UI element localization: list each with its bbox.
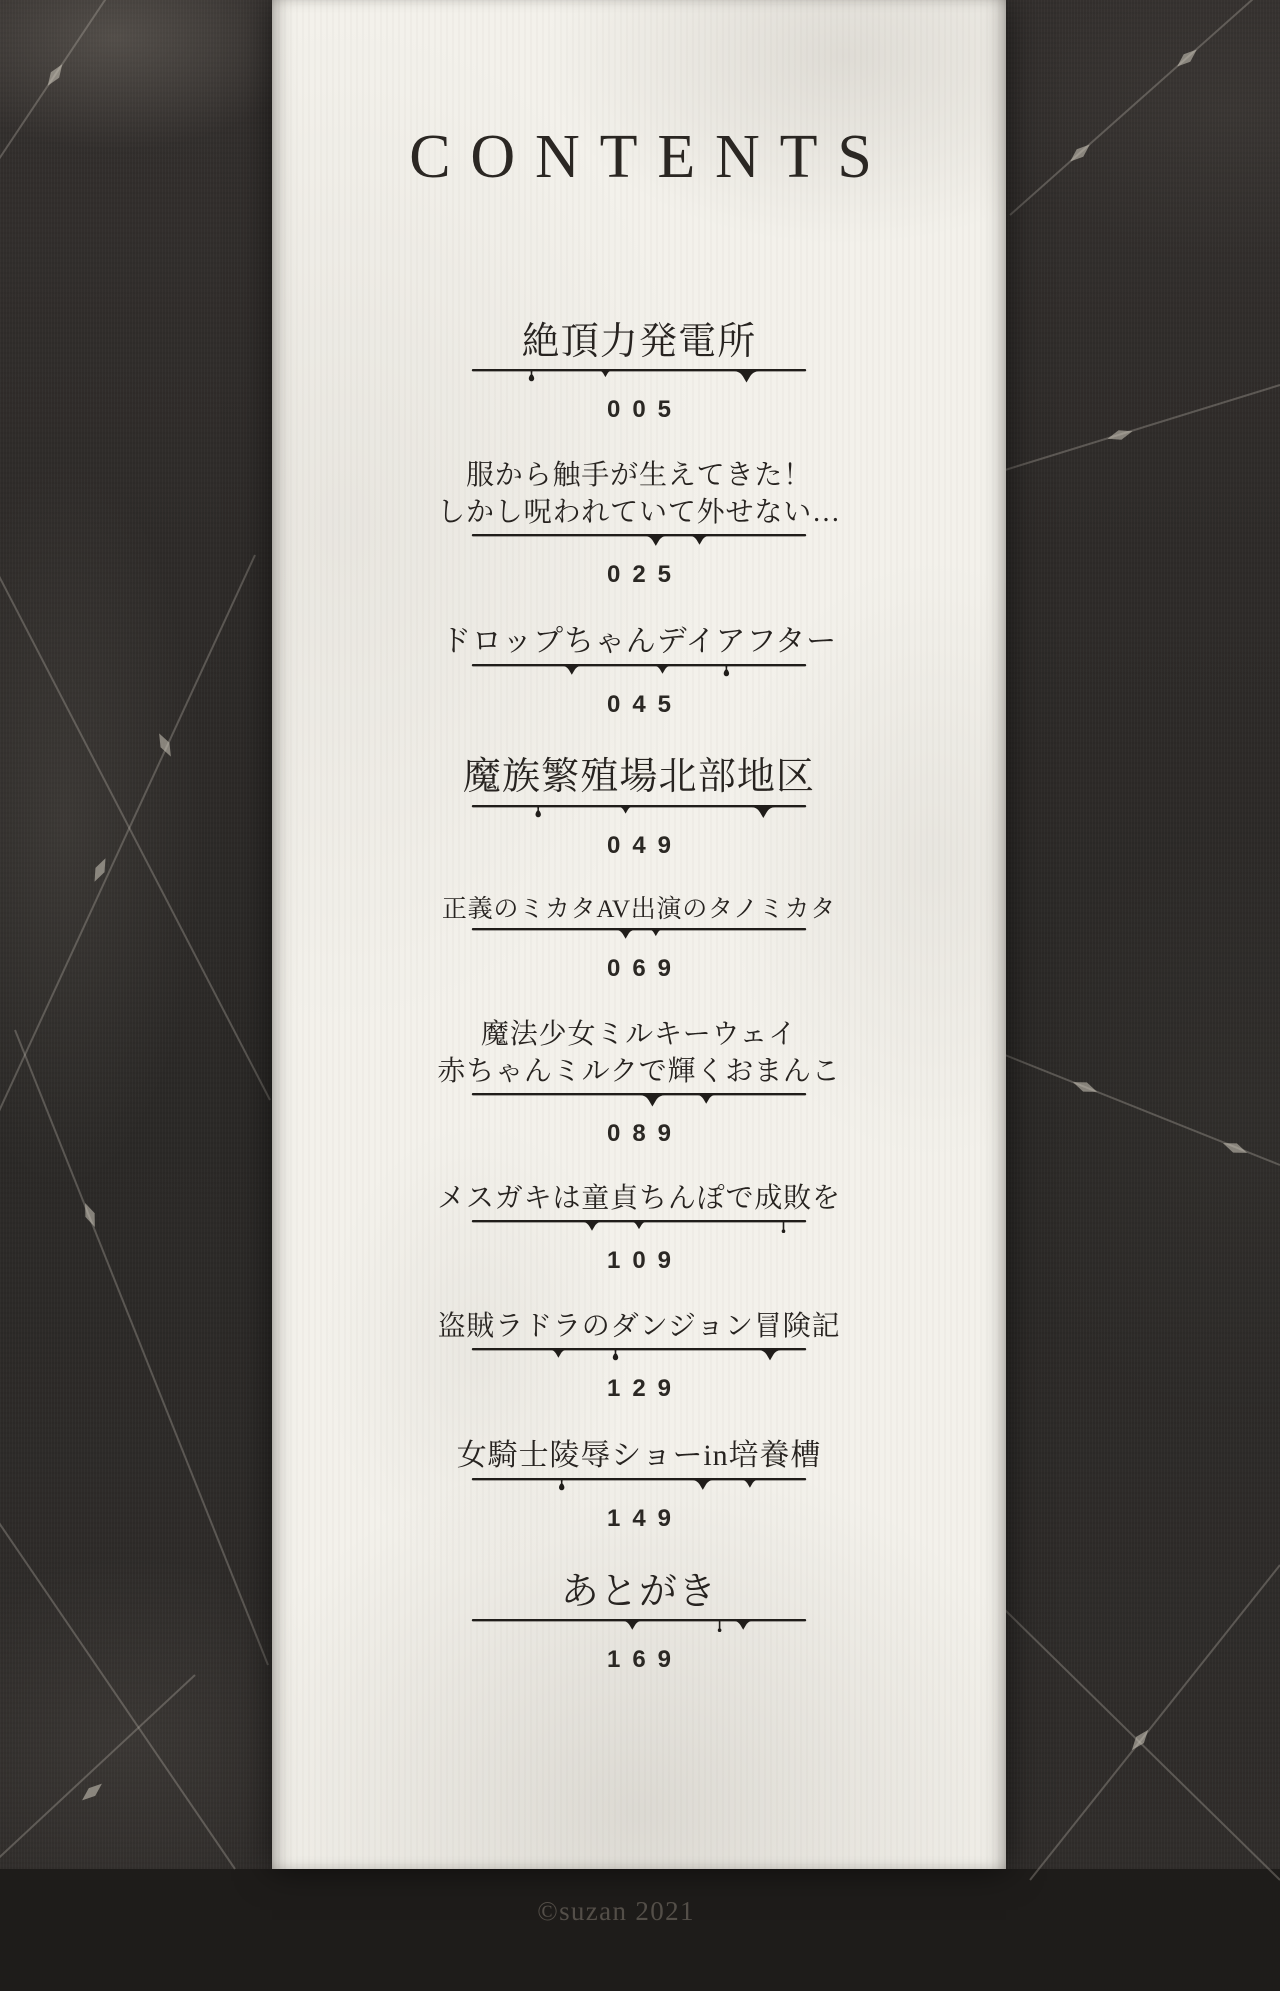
diamond-node-icon [79, 1780, 105, 1804]
entry-title-line: メスガキは童貞ちんぽで成敗を [437, 1183, 841, 1215]
toc-entry [437, 1181, 841, 1275]
entry-title-line: 服から触手が生えてきた！ [465, 459, 813, 491]
toc-entry [441, 622, 837, 718]
toc-entry [438, 1309, 841, 1403]
entry-divider-ornament [471, 1478, 807, 1495]
drip-ornament-icon [575, 1221, 609, 1231]
entry-page-number: 109 [606, 1247, 684, 1275]
diamond-node-icon [1067, 141, 1093, 166]
teardrop-ornament-icon [535, 806, 540, 817]
entry-title [561, 1567, 718, 1617]
entry-title-line: 女騎士陵辱ショーin培養槽 [456, 1439, 822, 1473]
toc-entry [442, 893, 836, 983]
entry-page-number: 049 [606, 831, 684, 859]
toc-entry [471, 317, 807, 424]
paper-panel [272, 0, 1006, 1926]
entry-title [522, 317, 757, 367]
entry-divider-ornament [471, 369, 807, 386]
diamond-node-icon [1106, 426, 1134, 443]
entry-divider-ornament [471, 1348, 807, 1365]
diamond-node-icon [80, 1201, 99, 1229]
drip-ornament-icon [689, 1094, 723, 1104]
entry-page-number: 129 [606, 1374, 684, 1402]
diamond-node-icon [1221, 1138, 1249, 1157]
entry-title-line: あとがき [560, 1570, 718, 1613]
diamond-node-icon [90, 856, 110, 884]
toc-entry [463, 752, 815, 859]
entry-title [457, 1436, 821, 1476]
drip-stem-icon [718, 1620, 722, 1632]
toc-list [272, 317, 1006, 1673]
entry-title-line: 絶頂力発電所 [521, 321, 757, 363]
entry-page-number: 149 [606, 1504, 684, 1532]
entry-title [441, 622, 837, 662]
entry-title-line: 魔族繁殖場北部地区 [462, 756, 816, 799]
entry-title-line: 魔法少女ミルキーウェイ [480, 1018, 798, 1050]
entry-divider-ornament [471, 1220, 807, 1237]
entry-title-line: 正義のミカタAV出演のタノミカタ [441, 896, 837, 924]
diamond-node-icon [1071, 1077, 1099, 1096]
entry-title [437, 458, 841, 532]
entry-divider-ornament [471, 1093, 807, 1110]
teardrop-ornament-icon [559, 1479, 564, 1490]
toc-entry [437, 1017, 840, 1148]
entry-page-number: 025 [606, 560, 684, 588]
toc-entry [471, 1567, 807, 1674]
copyright-notice: ©suzan 2021 [537, 1896, 695, 1926]
drip-ornament-icon [726, 1620, 760, 1630]
entry-divider-ornament [471, 805, 807, 822]
drip-ornament-icon [750, 1349, 789, 1360]
entry-page-number: 005 [606, 396, 684, 424]
entry-title-line: しかし呪われていて外せない… [437, 496, 841, 528]
entry-title-line: 盗賊ラドラのダンジョン冒険記 [437, 1310, 841, 1342]
drip-ornament-icon [631, 1094, 674, 1106]
entry-title [437, 1181, 841, 1218]
diamond-node-icon [155, 731, 176, 759]
entry-divider-ornament [471, 1619, 807, 1636]
entry-title [442, 893, 836, 926]
drip-ornament-icon [743, 806, 784, 818]
drip-ornament-icon [684, 1479, 721, 1490]
drip-stem-icon [782, 1221, 786, 1233]
contents-title: CONTENTS [409, 123, 892, 191]
entry-title [437, 1017, 840, 1091]
entry-divider-ornament [471, 664, 807, 681]
entry-title-line: ドロップちゃんデイアフター [441, 625, 837, 659]
drip-ornament-icon [555, 665, 589, 675]
entry-divider-ornament [471, 534, 807, 551]
diamond-node-icon [44, 61, 67, 88]
teardrop-ornament-icon [724, 665, 729, 676]
drip-ornament-icon [615, 1620, 649, 1630]
entry-title [463, 752, 815, 802]
entry-divider-ornament [471, 928, 807, 945]
drip-ornament-icon [609, 929, 643, 939]
drip-ornament-icon [682, 535, 716, 545]
teardrop-ornament-icon [529, 370, 534, 381]
toc-entry [437, 458, 841, 589]
entry-title-line: 赤ちゃんミルクで輝くおまんこ [437, 1055, 841, 1087]
diamond-node-icon [1174, 46, 1200, 71]
drip-ornament-icon [725, 371, 768, 383]
teardrop-ornament-icon [613, 1349, 618, 1360]
entry-page-number: 045 [606, 690, 684, 718]
drip-ornament-icon [637, 535, 674, 546]
diamond-node-icon [1128, 1727, 1152, 1753]
toc-entry [457, 1436, 821, 1532]
entry-page-number: 089 [606, 1119, 684, 1147]
entry-title [438, 1309, 841, 1346]
entry-page-number: 169 [606, 1645, 684, 1673]
entry-page-number: 069 [606, 955, 684, 983]
